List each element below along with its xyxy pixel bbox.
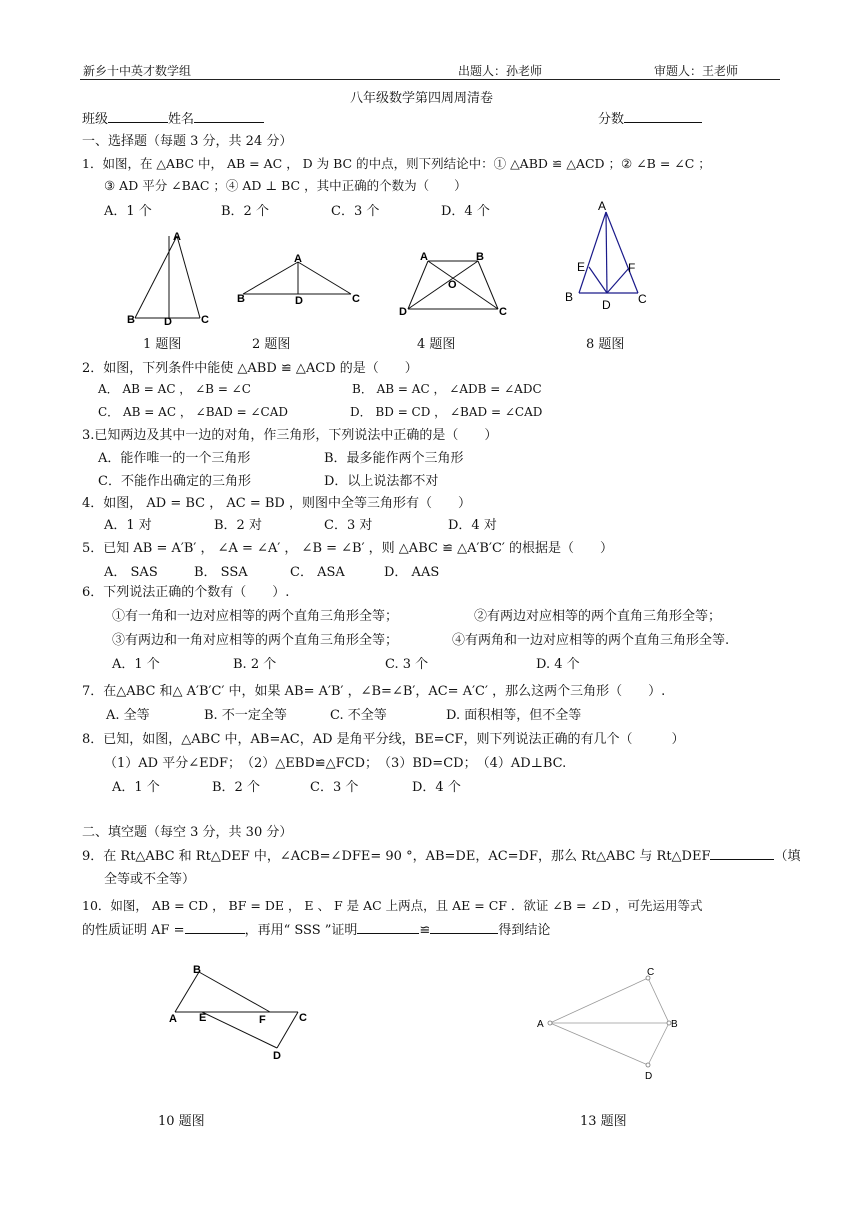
q3-option-a[interactable]: A．能作唯一的一个三角形 (98, 451, 251, 466)
q5-option-d[interactable]: D． AAS (384, 565, 440, 580)
fig13-point-d (646, 1063, 650, 1067)
q2-option-a[interactable]: A． AB = AC ， ∠B = ∠C (98, 382, 251, 396)
caption-fig10: 10 题图 (158, 1114, 205, 1129)
fig13-label-a: A (537, 1019, 544, 1030)
q6-option-d[interactable]: D. 4 个 (536, 657, 580, 672)
section2-heading: 二、填空题（每空 3 分，共 30 分） (82, 825, 293, 840)
fig8-label-a: A (598, 199, 607, 213)
q10-line2: 的性质证明 AF = ，再用“ SSS ”证明 ≌ 得到结论 (82, 923, 551, 938)
fig1-label-a: A (173, 231, 181, 243)
q1-option-c[interactable]: C．3 个 (331, 204, 380, 219)
q8-option-b[interactable]: B．2 个 (212, 780, 260, 795)
fig8-segment-ed (589, 267, 607, 293)
q6-statement-2: ②有两边对应相等的两个直角三角形全等； (474, 609, 722, 624)
fig1-label-c: C (201, 314, 209, 326)
q10-blank-triangle2[interactable] (430, 921, 498, 934)
fig8-side-ab (579, 212, 606, 293)
q2-stem: 2．如图，下列条件中能使 △ABD ≌ △ACD 的是（ ） (82, 361, 418, 376)
q8-statements: （1）AD 平分∠EDF； （2）△EBD≌△FCD； （3）BD=CD； （4）AD⊥BC. (104, 756, 567, 771)
fig10-label-b: B (193, 964, 201, 976)
q9-answer-blank[interactable] (710, 847, 774, 860)
fig1-side-ac (177, 236, 200, 318)
fig1-label-b: B (127, 314, 135, 326)
q6-option-a[interactable]: A．1 个 (112, 657, 160, 672)
figure-1 (120, 228, 220, 332)
fig2-side-ab (243, 262, 298, 294)
fig10-segment-bf (199, 972, 270, 1012)
q6-statement-1: ①有一角和一边对应相等的两个直角三角形全等； (112, 609, 399, 624)
q1-line2: ③ AD 平分 ∠BAC ；④ AD ⊥ BC ，其中正确的个数为（ ） (104, 178, 467, 193)
q10-blank-af[interactable] (185, 921, 245, 934)
figure-4 (396, 246, 516, 325)
q1-option-b[interactable]: B．2 个 (221, 204, 269, 219)
q9-line1: 9．在 Rt△ABC 和 Rt△DEF 中，∠ACB=∠DFE= 90 °，AB=DE，AC=DF，那么 Rt△ABC 与 Rt△DEF （填 (82, 849, 801, 864)
fig8-label-b: B (565, 290, 574, 304)
fig10-label-a: A (169, 1013, 177, 1025)
fig2-label-b: B (237, 293, 245, 305)
fig10-label-f: F (259, 1014, 266, 1026)
q1-line1: 1．如图，在 △ABC 中， AB = AC ， D 为 BC 的中点，则下列结论中：① △ABD ≌ △ACD ；② ∠B = ∠C ； (82, 156, 711, 171)
header-setter: 出题人：孙老师 (458, 64, 543, 78)
fig4-label-c: C (499, 306, 507, 318)
fig8-label-d: D (602, 298, 611, 312)
q5-stem: 5．已知 AB = A′B′ ， ∠A = ∠A′ ， ∠B = ∠B′ ，则 △ABC ≌ △A′B′C′ 的根据是（ ） (82, 541, 613, 556)
q8-stem: 8．已知，如图，△ABC 中，AB=AC，AD 是角平分线，BE=CF，则下列说法正确的有几个（ ） (82, 732, 685, 747)
q3-option-c[interactable]: C．不能作出确定的三角形 (98, 474, 251, 489)
fig13-label-d: D (645, 1071, 653, 1082)
fig10-segment-de (202, 1012, 277, 1048)
caption-fig4: 4 题图 (417, 337, 456, 352)
score-blank[interactable] (624, 110, 702, 123)
q5-option-c[interactable]: C． ASA (290, 565, 345, 580)
caption-fig1: 1 题图 (143, 337, 182, 352)
q5-option-b[interactable]: B． SSA (194, 565, 248, 580)
fig10-segment-ab (175, 972, 199, 1012)
q2-option-d[interactable]: D． BD = CD ， ∠BAD = ∠CAD (350, 405, 543, 419)
q4-option-b[interactable]: B．2 对 (214, 518, 262, 533)
caption-fig13: 13 题图 (580, 1114, 627, 1129)
fig2-label-c: C (352, 293, 360, 305)
q4-option-a[interactable]: A．1 对 (104, 518, 152, 533)
q7-option-a[interactable]: A. 全等 (106, 708, 150, 723)
q4-option-c[interactable]: C．3 对 (324, 518, 373, 533)
q7-option-b[interactable]: B. 不一定全等 (204, 708, 287, 723)
name-blank[interactable] (194, 110, 264, 123)
fig8-label-e: E (577, 260, 586, 274)
fig4-label-a: A (420, 251, 428, 263)
q8-option-c[interactable]: C．3 个 (310, 780, 359, 795)
page-title: 八年级数学第四周周清卷 (350, 91, 494, 106)
q6-stem: 6．下列说法正确的个数有（ ）. (82, 585, 290, 600)
q10-blank-triangle1[interactable] (357, 921, 419, 934)
q4-option-d[interactable]: D．4 对 (448, 518, 497, 533)
q9-line2: 全等或不全等） (104, 872, 196, 887)
fig1-side-ab (135, 236, 177, 318)
fig13-point-a (548, 1021, 552, 1025)
figure-10 (166, 960, 316, 1069)
fig4-label-d: D (399, 306, 407, 318)
fig10-label-c: C (299, 1012, 307, 1024)
q6-option-c[interactable]: C. 3 个 (385, 657, 429, 672)
section1-heading: 一、选择题（每题 3 分，共 24 分） (82, 134, 293, 149)
fig13-label-b: B (671, 1019, 678, 1030)
fig8-side-ac (606, 212, 638, 293)
header-reviewer: 审题人：王老师 (654, 64, 739, 78)
score-field: 分数 (598, 108, 702, 127)
q1-option-d[interactable]: D．4 个 (441, 204, 490, 219)
fig2-side-ac (298, 262, 351, 294)
q7-option-d[interactable]: D. 面积相等，但不全等 (446, 708, 582, 723)
figure-13 (532, 960, 692, 1094)
fig8-segment-fd (607, 268, 629, 293)
fig13-segment-cb (648, 978, 669, 1023)
q7-stem: 7．在△ABC 和△ A′B′C′ 中，如果 AB= A′B′ ，∠B=∠B′，AC= A′C′ ，那么这两个三角形（ ）. (82, 684, 666, 699)
header-school: 新乡十中英才数学组 (83, 64, 192, 78)
class-field: 班级 姓名 (82, 108, 264, 127)
q1-option-a[interactable]: A．1 个 (104, 204, 152, 219)
fig13-segment-ad (550, 1023, 648, 1065)
q8-option-a[interactable]: A．1 个 (112, 780, 160, 795)
q3-option-d[interactable]: D．以上说法都不对 (324, 474, 439, 489)
fig8-label-f: F (628, 261, 636, 275)
q4-stem: 4．如图， AD = BC ， AC = BD ，则图中全等三角形有（ ） (82, 496, 471, 511)
fig13-segment-bd (648, 1023, 669, 1065)
q6-option-b[interactable]: B. 2 个 (233, 657, 277, 672)
q10-line1: 10．如图， AB = CD ， BF = DE ， E 、 F 是 AC 上两点，且 AE = CF ．欲证 ∠B = ∠D ，可先运用等式 (82, 898, 703, 913)
fig13-label-c: C (647, 967, 655, 978)
q5-option-a[interactable]: A． SAS (104, 565, 158, 580)
q2-option-b[interactable]: B． AB = AC ， ∠ADB = ∠ADC (352, 382, 542, 396)
q8-option-d[interactable]: D．4 个 (412, 780, 461, 795)
caption-fig8: 8 题图 (586, 337, 625, 352)
fig4-label-o: O (448, 279, 457, 291)
fig10-label-d: D (273, 1050, 281, 1062)
fig2-label-d: D (295, 295, 303, 307)
q6-statement-4: ④有两角和一边对应相等的两个直角三角形全等. (452, 633, 730, 648)
figure-8 (560, 198, 660, 322)
fig10-segment-cd (277, 1012, 298, 1048)
q2-option-c[interactable]: C． AB = AC ， ∠BAD = ∠CAD (98, 405, 289, 419)
q3-option-b[interactable]: B．最多能作两个三角形 (324, 451, 464, 466)
fig13-segment-ac (550, 978, 648, 1023)
fig4-label-b: B (476, 251, 484, 263)
fig8-label-c: C (638, 292, 647, 306)
q6-statement-3: ③有两边和一角对应相等的两个直角三角形全等； (112, 633, 399, 648)
header-rule (80, 79, 780, 80)
q3-stem: 3.已知两边及其中一边的对角，作三角形，下列说法中正确的是（ ） (82, 428, 498, 443)
class-blank[interactable] (108, 110, 168, 123)
fig1-label-d: D (164, 316, 172, 328)
figure-2 (232, 252, 372, 316)
fig8-bisector-ad (606, 212, 607, 293)
caption-fig2: 2 题图 (252, 337, 291, 352)
fig2-label-a: A (294, 253, 302, 265)
fig10-label-e: E (199, 1012, 207, 1024)
q7-option-c[interactable]: C. 不全等 (330, 708, 387, 723)
